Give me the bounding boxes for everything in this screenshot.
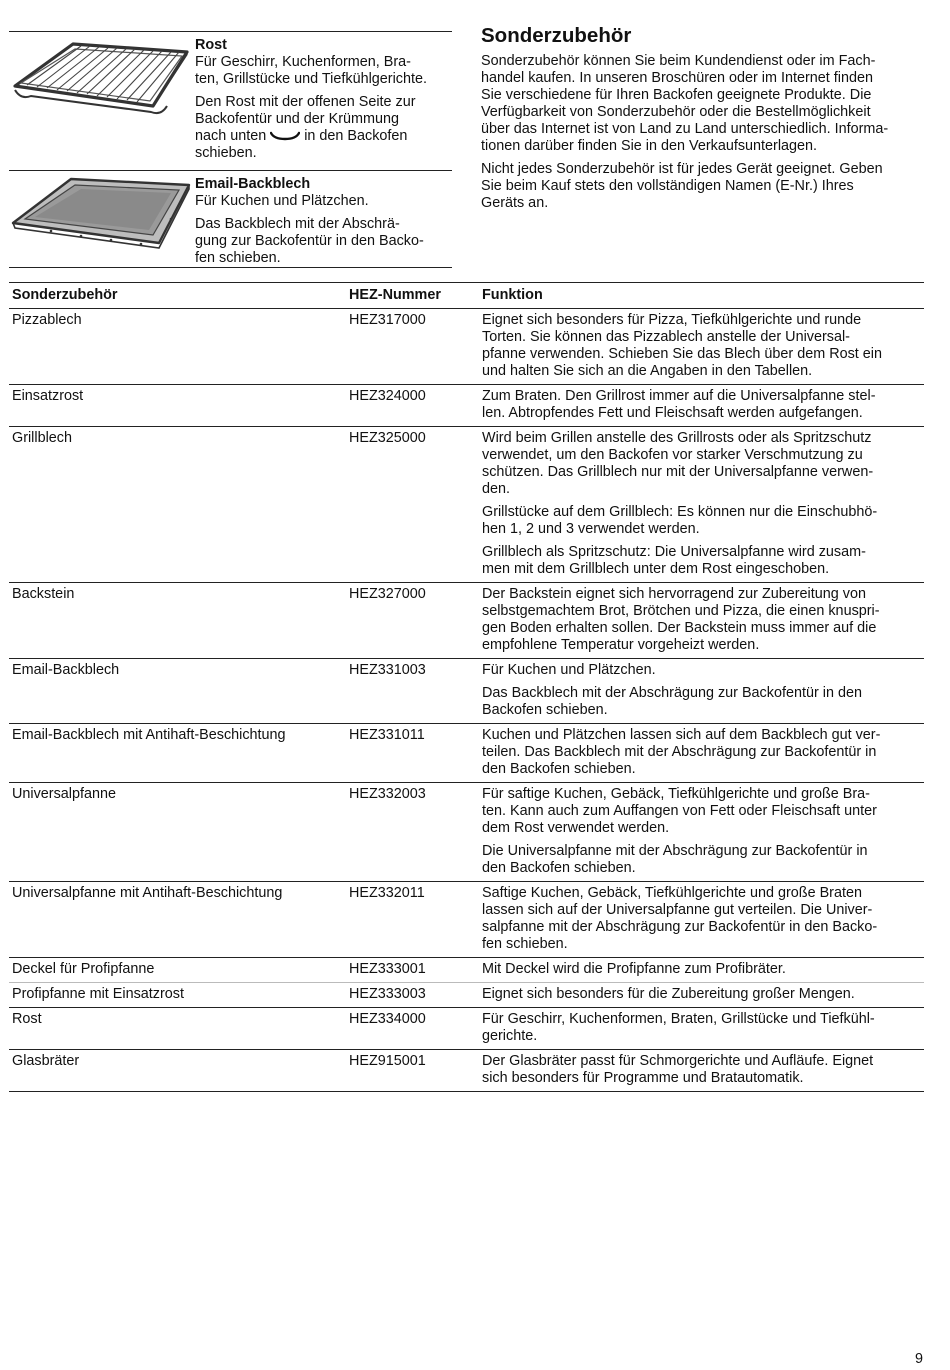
accessory-description: Für Kuchen und Plätzchen. (195, 193, 369, 209)
intro-paragraph: Sonderzubehör können Sie beim Kundendienst oder im Fach- handel kaufen. In unseren Broschüren oder im Internet finden Sie verschiedene für Ihren Backofen geeignete Produkte. Die Verfügbarkeit von Sonderzubehör oder die Bestellmöglichkeit über das Internet ist von Land zu Land unterschiedlich. Informa- tionen darüber finden Sie in den Verkaufsunterlagen. (481, 53, 889, 154)
accessory-name: Backstein (12, 586, 75, 602)
intro-paragraph: Nicht jedes Sonderzubehör ist für jedes Gerät geeignet. Geben Sie beim Kauf stets den vollständigen Namen (E-Nr.) Ihres Geräts an. (481, 161, 883, 211)
sonderzubehoer-intro (481, 24, 926, 218)
accessory-instruction: Das Backblech mit der Abschrä- gung zur Backofentür in den Backo- fen schieben. (195, 216, 424, 266)
page-number: 9 (914, 1351, 923, 1367)
accessory-function (479, 983, 924, 1008)
accessory-name: Rost (12, 1011, 42, 1027)
baking-tray-icon (11, 175, 193, 251)
table-row (9, 309, 924, 385)
table-row (9, 983, 924, 1008)
column-header-function: Funktion (479, 283, 924, 309)
section-heading: Sonderzubehör (481, 24, 632, 47)
function-paragraph: Grillstücke auf dem Grillblech: Es können nur die Einschubhö- hen 1, 2 und 3 verwendet werden. (482, 504, 878, 537)
accessory-function (479, 427, 924, 583)
curvature-down-icon (270, 131, 300, 141)
accessory-title: Email-Backblech (195, 176, 311, 192)
table-row (9, 783, 924, 882)
table-row (9, 659, 924, 724)
function-paragraph: Eignet sich besonders für Pizza, Tiefkühlgerichte und runde Torten. Sie können das Pizzablech anstelle der Universal- pfanne verwenden. Schieben Sie das Blech über dem Rost ein und halten Sie sich an die Angaben in den Tabellen. (482, 312, 882, 379)
accessory-function (479, 882, 924, 958)
accessory-function (479, 724, 924, 783)
accessory-function (479, 783, 924, 882)
instruction-text-end: in den Backofen schieben. (195, 128, 408, 161)
table-header-row (9, 283, 924, 309)
accessory-name: Universalpfanne (12, 786, 116, 802)
table-row (9, 1050, 924, 1092)
function-paragraph: Der Glasbräter passt für Schmorgerichte und Aufläufe. Eignet sich besonders für Programme und Bratautomatik. (482, 1053, 874, 1086)
hez-number: HEZ317000 (349, 312, 426, 328)
accessory-name: Einsatzrost (12, 388, 84, 404)
accessory-rost (9, 32, 452, 171)
function-paragraph: Der Backstein eignet sich hervorragend zur Zubereitung von selbstgemachtem Brot, Brötchen und Pizza, die einen knuspri- gen Boden erhalten sollen. Der Backstein muss immer auf die empfohlene Temperatur vorgeheizt werden. (482, 586, 880, 653)
function-paragraph: Die Universalpfanne mit der Abschrägung zur Backofentür in den Backofen schieben. (482, 843, 868, 876)
function-paragraph: Zum Braten. Den Grillrost immer auf die Universalpfanne stel- len. Abtropfendes Fett und Fleischsaft werden aufgefangen. (482, 388, 876, 421)
hez-number: HEZ333001 (349, 961, 426, 977)
accessory-instruction (195, 94, 452, 162)
hez-number: HEZ327000 (349, 586, 426, 602)
column-header-hez: HEZ-Nummer (346, 283, 479, 309)
accessory-title: Rost (195, 37, 227, 53)
table-row (9, 724, 924, 783)
hez-number: HEZ334000 (349, 1011, 426, 1027)
column-header-name: Sonderzubehör (9, 283, 346, 309)
wire-rack-icon (11, 40, 193, 120)
accessory-name: Glasbräter (12, 1053, 80, 1069)
rack-illustration (9, 32, 195, 170)
accessory-name: Email-Backblech (12, 662, 120, 678)
accessory-function (479, 1008, 924, 1050)
function-paragraph: Für saftige Kuchen, Gebäck, Tiefkühlgerichte und große Bra- ten. Kann auch zum Auffangen von Fett oder Fleischsaft unter dem Rost verwendet werden. (482, 786, 877, 836)
hez-number: HEZ324000 (349, 388, 426, 404)
function-paragraph: Kuchen und Plätzchen lassen sich auf dem Backblech gut ver- teilen. Das Backblech mit der Abschrägung zur Backofentür in den Backofen schieben. (482, 727, 881, 777)
hez-number: HEZ331003 (349, 662, 426, 678)
accessory-name: Universalpfanne mit Antihaft-Beschichtung (12, 885, 283, 901)
accessory-name: Grillblech (12, 430, 72, 446)
table-row (9, 958, 924, 983)
function-paragraph: Grillblech als Spritzschutz: Die Universalpfanne wird zusam- men mit dem Grillblech unter dem Rost eingeschoben. (482, 544, 866, 577)
accessory-table (9, 282, 924, 1092)
accessory-function (479, 309, 924, 385)
table-row (9, 1008, 924, 1050)
hez-number: HEZ332003 (349, 786, 426, 802)
accessory-function (479, 385, 924, 427)
accessory-description: Für Geschirr, Kuchenformen, Bra- ten, Grillstücke und Tiefkühlgerichte. (195, 54, 427, 87)
instruction-text: Den Rost mit der offenen Seite zur Backofentür und der Krümmung nach unten (195, 94, 416, 144)
accessory-name: Email-Backblech mit Antihaft-Beschichtung (12, 727, 286, 743)
hez-number: HEZ332011 (349, 885, 425, 901)
accessory-name: Deckel für Profipfanne (12, 961, 155, 977)
hez-number: HEZ915001 (349, 1053, 426, 1069)
accessory-function (479, 583, 924, 659)
table-row (9, 427, 924, 583)
function-paragraph: Mit Deckel wird die Profipfanne zum Profibräter. (482, 961, 786, 977)
hez-number: HEZ331011 (349, 727, 425, 743)
function-paragraph: Eignet sich besonders für die Zubereitung großer Mengen. (482, 986, 855, 1002)
accessory-name: Pizzablech (12, 312, 82, 328)
accessory-email-backblech (9, 171, 452, 268)
function-paragraph: Für Kuchen und Plätzchen. (482, 662, 656, 678)
function-paragraph: Für Geschirr, Kuchenformen, Braten, Grillstücke und Tiefkühl- gerichte. (482, 1011, 875, 1044)
accessory-name: Profipfanne mit Einsatzrost (12, 986, 184, 1002)
hez-number: HEZ333003 (349, 986, 426, 1002)
baking-tray-illustration (9, 171, 195, 267)
accessory-function (479, 1050, 924, 1092)
accessory-function (479, 958, 924, 983)
hez-number: HEZ325000 (349, 430, 426, 446)
function-paragraph: Saftige Kuchen, Gebäck, Tiefkühlgerichte und große Braten lassen sich auf der Universalpfanne gut verteilen. Die Univer- salpfanne mit der Abschrägung zur Backofentür in den Backo- fen schieben. (482, 885, 878, 952)
accessory-box (9, 31, 452, 268)
accessory-function (479, 659, 924, 724)
function-paragraph: Wird beim Grillen anstelle des Grillrosts oder als Spritzschutz verwendet, um den Backofen vor starker Verschmutzung zu schützen. Das Grillblech nur mit der Universalpfanne verwen- den. (482, 430, 874, 497)
table-row (9, 583, 924, 659)
table-row (9, 882, 924, 958)
table-row (9, 385, 924, 427)
function-paragraph: Das Backblech mit der Abschrägung zur Backofentür in den Backofen schieben. (482, 685, 862, 718)
